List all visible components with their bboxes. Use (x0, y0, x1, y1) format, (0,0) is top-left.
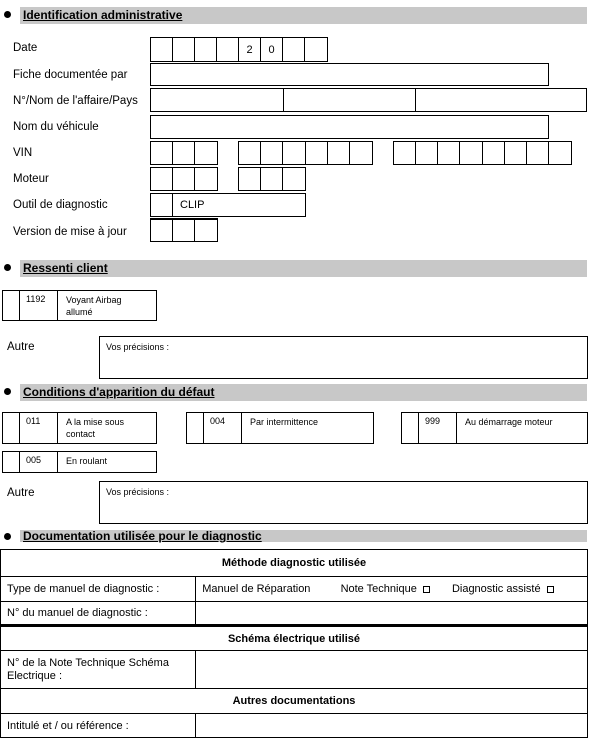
condition-checkbox-cell[interactable] (3, 452, 20, 472)
condition-code: 005 (20, 452, 58, 472)
condition-item[interactable] (2, 451, 157, 473)
condition-text (242, 413, 318, 443)
condition-text-line1: A la mise sous (66, 417, 125, 427)
ressenti-code: 1192 (20, 291, 58, 320)
outil-label: Outil de diagnostic (13, 199, 108, 211)
condition-item[interactable] (2, 412, 157, 444)
type-manuel-label: Type de manuel de diagnostic : (1, 577, 196, 602)
section-bullet (4, 388, 11, 395)
outil-prefix-cell[interactable] (151, 194, 173, 216)
condition-text-line1: Par intermittence (250, 417, 319, 427)
vehicule-field[interactable] (150, 115, 549, 139)
date-cell-year-0[interactable]: 0 (261, 38, 283, 61)
section-title-admin: Identification administrative (23, 8, 183, 22)
condition-text-line1: Au démarrage moteur (465, 417, 553, 427)
date-cell[interactable] (305, 38, 327, 61)
vin-cell[interactable] (394, 142, 416, 164)
condition-code: 999 (419, 413, 457, 443)
ressenti-precisions-label: Vos précisions : (106, 342, 170, 352)
affaire-nom-cell[interactable] (284, 89, 416, 111)
condition-checkbox-cell[interactable] (402, 413, 419, 443)
moteur-cell[interactable] (151, 168, 173, 190)
section-title-ressenti: Ressenti client (23, 261, 108, 275)
moteur-label: Moteur (13, 173, 49, 185)
vehicule-label: Nom du véhicule (13, 121, 99, 133)
vin-cell[interactable] (261, 142, 283, 164)
vin-cell[interactable] (549, 142, 571, 164)
condition-text-line2: contact (66, 429, 96, 439)
fiche-field[interactable] (150, 63, 549, 86)
ressenti-autre-label: Autre (7, 341, 35, 353)
condition-item[interactable] (186, 412, 374, 444)
ressenti-checkbox-cell[interactable] (3, 291, 20, 320)
num-manuel-label: N° du manuel de diagnostic : (1, 602, 196, 626)
type-manuel-options (196, 577, 588, 602)
condition-text (58, 452, 107, 472)
option-manuel-reparation[interactable]: Manuel de Réparation (202, 583, 311, 595)
condition-checkbox-cell[interactable] (3, 413, 20, 443)
outil-value[interactable]: CLIP (180, 199, 205, 211)
condition-text (457, 413, 553, 443)
option-note-technique[interactable]: Note Technique (340, 583, 417, 595)
moteur-field-group-1[interactable] (150, 167, 218, 191)
version-cell[interactable] (151, 220, 173, 241)
outil-field[interactable] (150, 193, 306, 217)
date-cell-year-2[interactable]: 2 (239, 38, 261, 61)
section-bullet (4, 11, 11, 18)
version-label: Version de mise à jour (13, 226, 127, 238)
version-cell[interactable] (173, 220, 195, 241)
vin-cell[interactable] (173, 142, 195, 164)
vin-label: VIN (13, 147, 33, 159)
num-manuel-field[interactable] (196, 602, 588, 626)
date-cell[interactable] (217, 38, 239, 61)
date-cell[interactable] (195, 38, 217, 61)
vin-field-group-3[interactable] (393, 141, 572, 165)
note-tech-label (1, 651, 196, 689)
date-cell[interactable] (283, 38, 305, 61)
moteur-cell[interactable] (283, 168, 305, 190)
condition-item[interactable] (401, 412, 588, 444)
intitule-label: Intitulé et / ou référence : (1, 714, 196, 738)
ressenti-text (58, 291, 122, 320)
schema-title: Schéma électrique utilisé (1, 626, 588, 651)
methode-title: Méthode diagnostic utilisée (1, 550, 588, 577)
affaire-pays-cell[interactable] (416, 89, 586, 111)
conditions-precisions-field[interactable] (99, 481, 588, 524)
type-manuel-row (1, 577, 588, 602)
note-tech-label-line2: Electrique : (7, 669, 63, 682)
moteur-cell[interactable] (173, 168, 195, 190)
moteur-cell[interactable] (239, 168, 261, 190)
condition-code: 011 (20, 413, 58, 443)
schema-header-row (1, 626, 588, 651)
ressenti-code-box[interactable] (2, 290, 157, 321)
vin-cell[interactable] (306, 142, 328, 164)
conditions-autre-label: Autre (7, 487, 35, 499)
autres-header-row (1, 689, 588, 714)
vin-cell[interactable] (239, 142, 261, 164)
condition-checkbox-cell[interactable] (187, 413, 204, 443)
vin-cell[interactable] (416, 142, 438, 164)
date-label: Date (13, 42, 38, 54)
ressenti-precisions-field[interactable] (99, 336, 588, 379)
vin-field-group-2[interactable] (238, 141, 373, 165)
moteur-field-group-2[interactable] (238, 167, 306, 191)
fiche-label: Fiche documentée par (13, 69, 128, 81)
documentation-table (0, 549, 588, 738)
ressenti-text-line1: Voyant Airbag (66, 295, 122, 305)
note-tech-row (1, 651, 588, 689)
section-bullet (4, 264, 11, 271)
date-cell[interactable] (151, 38, 173, 61)
vin-cell[interactable] (460, 142, 482, 164)
intitule-row (1, 714, 588, 738)
section-bullet (4, 533, 11, 540)
affaire-label: N°/Nom de l'affaire/Pays (13, 95, 138, 107)
option-diagnostic-assiste[interactable]: Diagnostic assisté (451, 583, 541, 595)
section-title-documentation: Documentation utilisée pour le diagnostic (23, 529, 262, 543)
intitule-field[interactable] (196, 714, 588, 738)
vin-cell[interactable] (505, 142, 527, 164)
vin-cell[interactable] (151, 142, 173, 164)
vin-cell[interactable] (483, 142, 505, 164)
note-technique-checkbox[interactable] (423, 586, 430, 593)
condition-text (58, 413, 124, 443)
moteur-cell[interactable] (195, 168, 217, 190)
affaire-numero-cell[interactable] (151, 89, 284, 111)
diagnostic-assiste-checkbox[interactable] (547, 586, 554, 593)
vin-cell[interactable] (195, 142, 217, 164)
date-field[interactable] (150, 37, 328, 62)
autres-title: Autres documentations (1, 689, 588, 714)
vin-cell[interactable] (283, 142, 305, 164)
note-tech-field[interactable] (196, 651, 588, 689)
vin-cell[interactable] (328, 142, 350, 164)
vin-cell[interactable] (527, 142, 549, 164)
vin-cell[interactable] (438, 142, 460, 164)
section-title-conditions: Conditions d'apparition du défaut (23, 385, 215, 399)
methode-header-row (1, 550, 588, 577)
ressenti-text-line2: allumé (66, 307, 93, 317)
version-cell[interactable] (195, 220, 217, 241)
moteur-cell[interactable] (261, 168, 283, 190)
note-tech-label-line1: N° de la Note Technique Schéma (7, 656, 169, 669)
num-manuel-row (1, 602, 588, 626)
conditions-precisions-label: Vos précisions : (106, 487, 170, 497)
version-field[interactable] (150, 218, 218, 242)
vin-cell[interactable] (350, 142, 372, 164)
date-cell[interactable] (173, 38, 195, 61)
affaire-field[interactable] (150, 88, 587, 112)
vin-field-group-1[interactable] (150, 141, 218, 165)
condition-code: 004 (204, 413, 242, 443)
condition-text-line1: En roulant (66, 456, 108, 466)
